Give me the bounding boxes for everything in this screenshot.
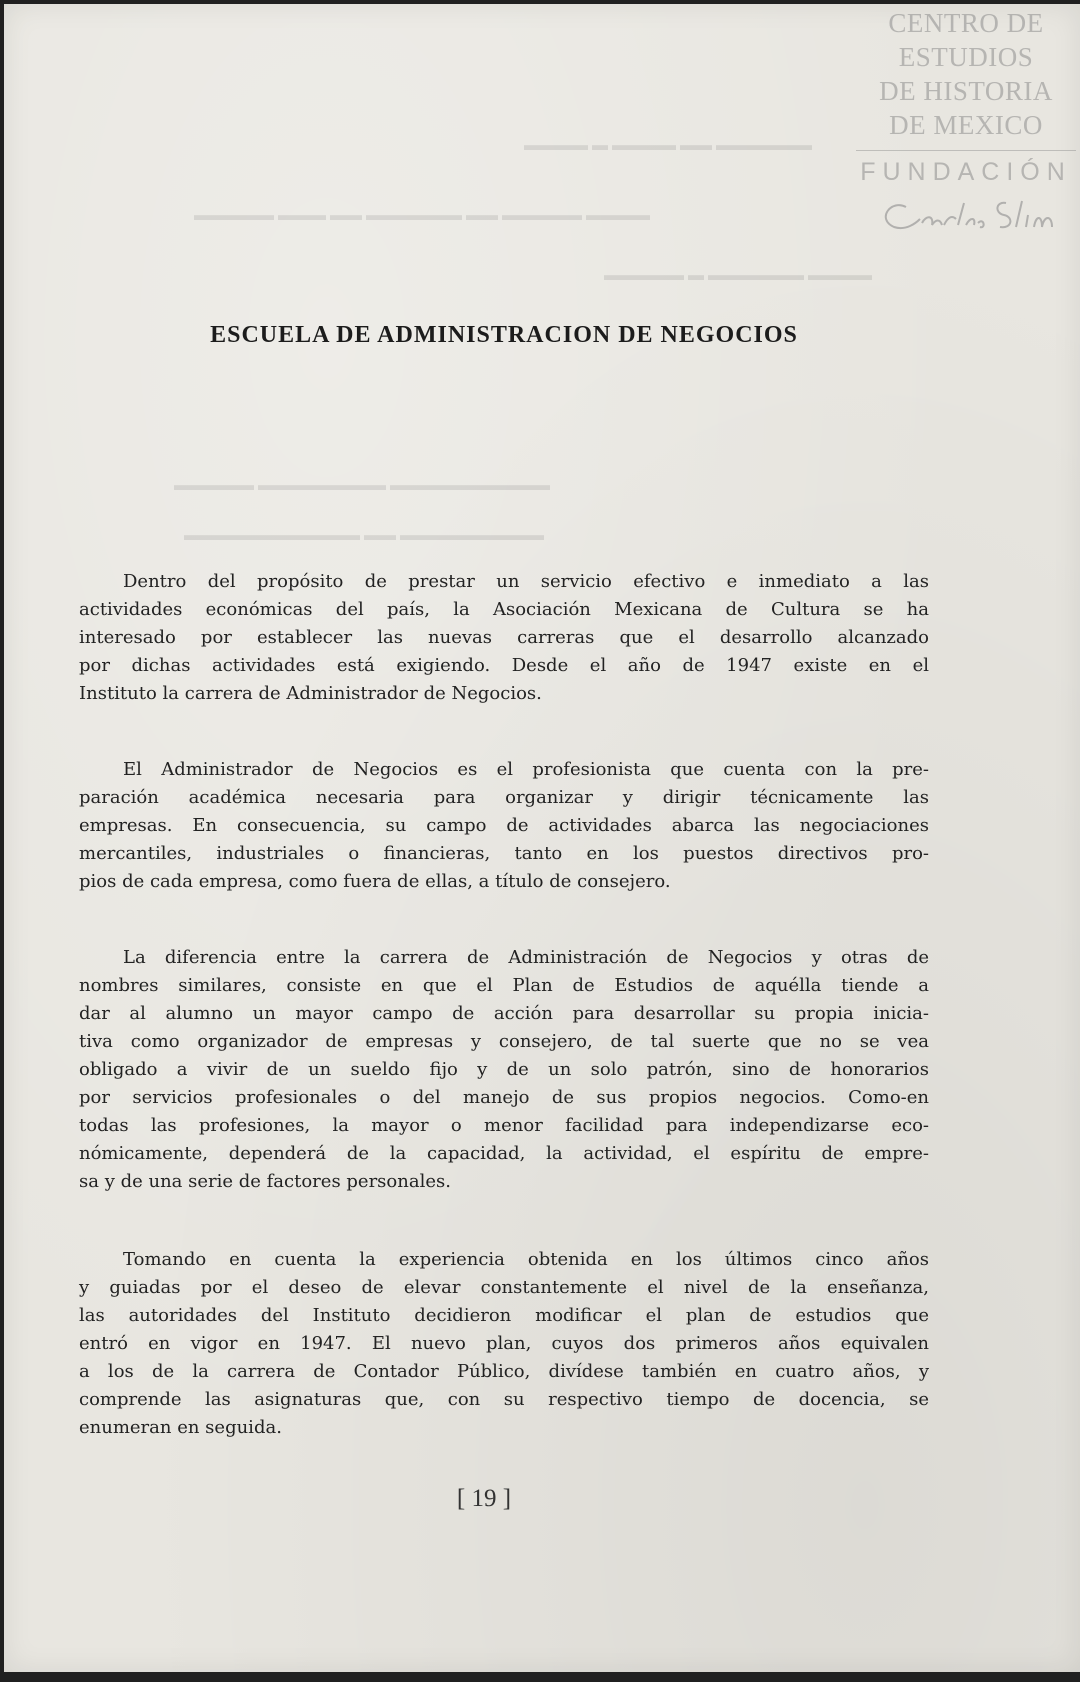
paragraph-line: nombres similares, consiste en que el Plan de Estudios de aquélla tiende a — [79, 975, 929, 996]
paragraph-4 — [79, 1246, 929, 1442]
watermark-line: DE HISTORIA — [879, 76, 1053, 106]
paragraph-line: a los de la carrera de Contador Público, divídese también en cuatro años, y — [79, 1361, 929, 1382]
watermark-foundation: FUNDACIÓN — [860, 158, 1072, 186]
paragraph-line: nómicamente, dependerá de la capacidad, la actividad, el espíritu de empre- — [79, 1143, 929, 1164]
watermark-line: DE MEXICO — [889, 110, 1043, 140]
paragraph-line: por servicios profesionales o del manejo de sus propios negocios. Como-en — [79, 1087, 929, 1108]
paragraph-line: las autoridades del Instituto decidieron modificar el plan de estudios que — [79, 1305, 929, 1326]
paragraph-line: y guiadas por el deseo de elevar constantemente el nivel de la enseñanza, — [79, 1277, 929, 1298]
signature-logo — [866, 189, 1066, 239]
paragraph-line: El Administrador de Negocios es el profesionista que cuenta con la pre- — [123, 759, 929, 780]
page-number: [ 19 ] — [456, 1485, 512, 1512]
paragraph-line: empresas. En consecuencia, su campo de actividades abarca las negociaciones — [79, 815, 929, 836]
paragraph-line: pios de cada empresa, como fuera de ellas, a título de consejero. — [79, 871, 671, 892]
bleed-through-block: ▬▬▬▬▬▬▬▬▬ ▬▬ ▬▬▬▬▬▬▬▬▬▬▬ — [184, 527, 544, 544]
watermark-line: ESTUDIOS — [898, 42, 1034, 72]
paragraph-line: entró en vigor en 1947. El nuevo plan, cuyos dos primeros años equivalen — [79, 1333, 929, 1354]
paragraph-line: obligado a vivir de un sueldo fijo y de un solo patrón, sino de honorarios — [79, 1059, 929, 1080]
paragraph-line: mercantiles, industriales o financieras, tanto en los puestos directivos pro- — [79, 843, 929, 864]
paragraph-line: Dentro del propósito de prestar un servicio efectivo e inmediato a las — [123, 571, 929, 592]
paragraph-line: Tomando en cuenta la experiencia obtenida en los últimos cinco años — [123, 1249, 929, 1270]
paragraph-2 — [79, 756, 929, 896]
paragraph-line: Instituto la carrera de Administrador de Negocios. — [79, 683, 542, 704]
paragraph-line: actividades económicas del país, la Asociación Mexicana de Cultura se ha — [79, 599, 929, 620]
paragraph-1 — [79, 568, 929, 708]
bleed-through-block: ▬▬▬▬ ▬▬▬▬▬▬ ▬ ▬▬▬▬▬ — [604, 267, 872, 284]
document-page — [4, 4, 1080, 1672]
paragraph-line: por dichas actividades está exigiendo. Desde el año de 1947 existe en el — [79, 655, 929, 676]
paragraph-line: interesado por establecer las nuevas carreras que el desarrollo alcanzado — [79, 627, 929, 648]
section-title: ESCUELA DE ADMINISTRACION DE NEGOCIOS — [210, 322, 798, 348]
paragraph-line: enumeran en seguida. — [79, 1417, 282, 1438]
paragraph-line: tiva como organizador de empresas y consejero, de tal suerte que no se vea — [79, 1031, 929, 1052]
bleed-through-block: ▬▬▬▬▬▬ ▬▬ ▬▬▬▬ ▬ ▬▬▬▬ — [524, 137, 812, 154]
paragraph-line: La diferencia entre la carrera de Administración de Negocios y otras de — [123, 947, 929, 968]
paragraph-line: sa y de una serie de factores personales. — [79, 1171, 451, 1192]
paragraph-line: comprende las asignaturas que, con su respectivo tiempo de docencia, se — [79, 1389, 929, 1410]
paragraph-line: dar al alumno un mayor campo de acción para desarrollar su propia inicia- — [79, 1003, 929, 1024]
paragraph-line: todas las profesiones, la mayor o menor facilidad para independizarse eco- — [79, 1115, 929, 1136]
bleed-through-block: ▬▬▬▬ ▬▬▬▬▬ ▬▬ ▬▬▬▬▬▬ ▬▬ ▬▬▬ ▬▬▬▬▬ — [194, 207, 650, 224]
bleed-through-block: ▬▬▬▬▬▬▬▬▬▬ ▬▬▬▬▬▬▬▬ ▬▬▬▬▬ — [174, 477, 550, 494]
paragraph-line: paración académica necesaria para organizar y dirigir técnicamente las — [79, 787, 929, 808]
paragraph-3 — [79, 944, 929, 1196]
watermark-line: CENTRO DE — [888, 8, 1044, 38]
archive-watermark — [856, 6, 1076, 239]
watermark-divider — [856, 150, 1076, 151]
